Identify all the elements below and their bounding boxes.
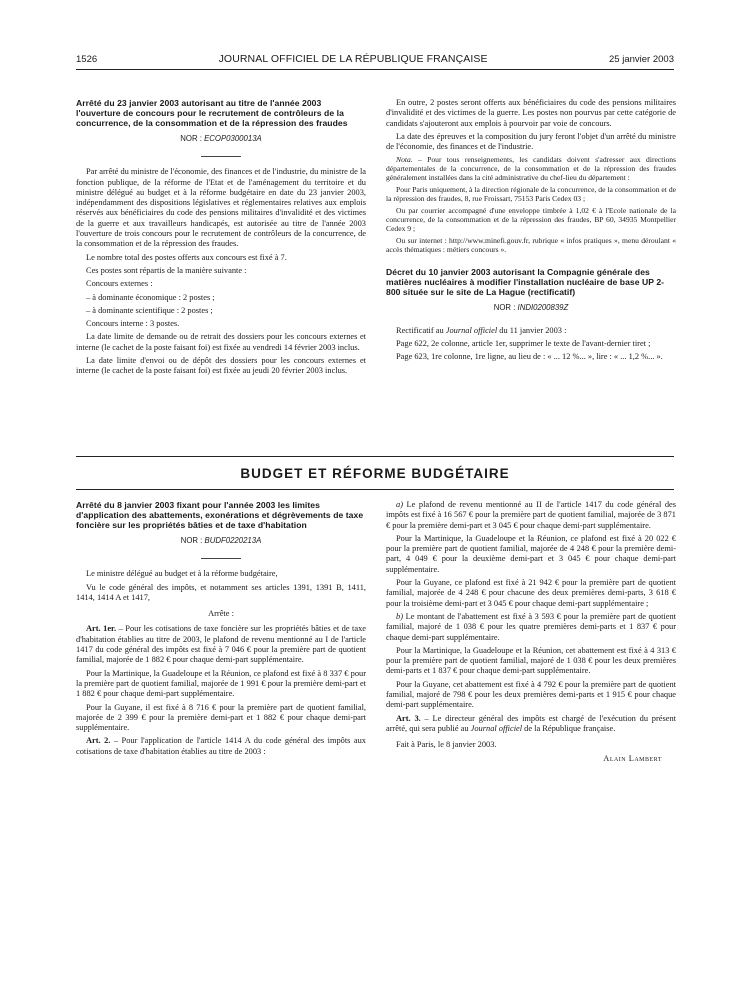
bottom-right-column <box>386 500 676 767</box>
section-rule <box>76 456 674 457</box>
bottom-left-column <box>76 500 366 760</box>
decree-title-taxe: Arrêté du 8 janvier 2003 fixant pour l'année 2003 les limites d'application des abattements, exonérations et dégrèvements de taxe foncière sur les propriétés bâties et de taxe d'habitation <box>76 500 364 530</box>
paragraph: Le ministre délégué au budget et à la réforme budgétaire, <box>86 569 278 579</box>
decree-title-nucleaire: Décret du 10 janvier 2003 autorisant la Compagnie générale des matières nucléaires à modifier l'installation nucléaire de base UP 2-800 située sur le site de La Hague (rectificatif) <box>386 267 665 298</box>
paragraph: La date limite de demande ou de retrait des dossiers pour les concours externes et interne (le cachet de la poste faisant foi) est fixée au vendredi 14 février 2003 inclus. <box>76 332 366 352</box>
page-header <box>76 50 674 68</box>
text: du 11 janvier 2003 : <box>497 325 567 335</box>
article-3 <box>386 714 676 735</box>
article-label: Art. 2. <box>86 736 111 746</box>
journal-reference: Journal officiel <box>445 325 498 335</box>
list-item: – à dominante scientifique : 2 postes ; <box>86 305 213 315</box>
small-paragraph: Ou par courrier accompagné d'une enveloppe timbrée à 1,02 € à l'Ecole nationale de la concurrence, de la consommation et de la répression des fraudes, BP 60, 34935 Montpellier Cedex 9 ; <box>386 206 676 234</box>
nor-prefix: NOR : <box>180 134 205 143</box>
nota-text: – Pour tous renseignements, les candidats doivent s'adresser aux directions départementales de la concurrence, de la consommation et de la répression des fraudes généralement installées dans la cité administrative du chef-lieu du département : <box>386 155 676 183</box>
clause-b <box>386 612 676 643</box>
article-label: Art. 1er. <box>86 624 117 634</box>
clause-label: a) <box>396 500 403 509</box>
clause-text: Le plafond de revenu mentionné au II de l'article 1417 du code général des impôts est fixé à 16 567 € pour la première part de quotient familial, majorée de 3 871 € pour la première demi-part et 3 045 € pour chaque demi-part supplémentaire. <box>386 500 676 530</box>
small-paragraph: Ou sur internet : http://www.minefi.gouv.fr, rubrique « infos pratiques », menu déroulant « accès thématiques : métiers concours ». <box>386 236 676 255</box>
header-rule <box>76 69 674 70</box>
journal-reference: Journal officiel <box>470 723 523 733</box>
paragraph: Page 622, 2e colonne, article 1er, supprimer le texte de l'avant-dernier tiret ; <box>396 339 651 349</box>
issue-date: 25 janvier 2003 <box>609 53 674 65</box>
clause-a <box>386 500 676 531</box>
nor-prefix: NOR : <box>180 536 205 545</box>
journal-title: JOURNAL OFFICIEL DE LA RÉPUBLIQUE FRANÇAISE <box>218 53 488 65</box>
paragraph: Pour la Guyane, cet abattement est fixé à 4 792 € pour la première part de quotient familial, majoré de 798 € pour les deux premières demi-parts et 1 915 € pour chaque demi-part supplémentaire. <box>386 679 676 710</box>
nor-prefix: NOR : <box>493 303 518 313</box>
rectificatif <box>386 326 676 336</box>
arrete-heading: Arrête : <box>208 609 234 619</box>
paragraph: La date des épreuves et la composition du jury feront l'objet d'un arrêté du ministre de l'économie, des finances et de l'industrie. <box>386 131 676 152</box>
paragraph: Pour la Martinique, la Guadeloupe et la Réunion, ce plafond est fixé à 8 337 € pour la première part de quotient familial, majorée de 1 991 € pour la première demi-part et 1 882 € pour chaque demi-part supplémentaire. <box>76 668 366 699</box>
list-item: – à dominante économique : 2 postes ; <box>86 292 215 302</box>
paragraph: Pour la Guyane, il est fixé à 8 716 € pour la première part de quotient familial, majorée de 2 399 € pour la première demi-part et 1 882 € pour chaque demi-part supplémentaire. <box>76 702 366 733</box>
article-text-end: de la République française. <box>522 723 616 733</box>
paragraph: Pour la Martinique, la Guadeloupe et la Réunion, cet abattement est fixé à 4 313 € pour la première part de quotient familial, majoré de 1 038 € pour les deux premières demi-parts et 1 837 € pour chaque demi-part supplémentaire. <box>386 645 676 676</box>
page-number: 1526 <box>76 53 98 65</box>
article-1 <box>76 624 366 665</box>
done-at: Fait à Paris, le 8 janvier 2003. <box>396 740 497 750</box>
top-right-column <box>386 98 676 366</box>
nor-line <box>76 536 366 546</box>
paragraph: Ces postes sont répartis de la manière suivante : <box>86 265 247 275</box>
signature: Alain Lambert <box>603 753 662 763</box>
nor-code: INDI0200839Z <box>517 303 569 313</box>
divider <box>201 558 241 559</box>
article-2 <box>76 736 366 757</box>
paragraph: Par arrêté du ministre de l'économie, des finances et de l'industrie, du ministre de la fonction publique, de la réforme de l'Etat et de l'aménagement du territoire et du ministre délégué au budget et à la réforme budgétaire en date du 23 janvier 2003, indépendamment des dispositions législatives et réglementaires relatives aux emplois réservés aux bénéficiaires du code des pensions militaires d'invalidité et des victimes de la guerre et aux travailleurs handicapés, est autorisée au titre de l'année 2003 l'ouverture de trois concours pour le recrutement de contrôleurs de la concurrence, de la consommation et de la répression des fraudes. <box>76 167 366 249</box>
paragraph: Concours interne : 3 postes. <box>86 319 180 329</box>
paragraph: Concours externes : <box>86 279 153 289</box>
small-paragraph: Pour Paris uniquement, à la direction régionale de la concurrence, de la consommation et de la répression des fraudes, 8, rue Froissart, 75153 Paris Cedex 03 ; <box>386 185 676 204</box>
nota <box>386 155 676 182</box>
divider <box>201 156 241 157</box>
paragraph: La date limite d'envoi ou de dépôt des dossiers pour les concours externes et interne (le cachet de la poste faisant foi) est fixée au jeudi 20 février 2003 inclus. <box>76 356 366 376</box>
article-label: Art. 3. <box>396 713 421 723</box>
paragraph: Page 623, 1re colonne, 1re ligne, au lieu de : « ... 12 %... », lire : « ... 1,2 %... ». <box>396 352 663 362</box>
paragraph: En outre, 2 postes seront offerts aux bénéficiaires du code des pensions militaires d'invalidité et des victimes de la guerre. Les postes non pourvus par cette catégorie de candidats s'ajouteront aux emplois à pourvoir par voie de concours. <box>386 98 676 128</box>
article-text: – Pour les cotisations de taxe foncière sur les propriétés bâties et de taxe d'habitation établies au titre de 2003, le plafond de revenu mentionné au I de l'article 1417 du code général des impôts est fixé à 7 046 € pour la première part de quotient familial, majorée de 1 882 € pour chaque demi-part supplémentaire. <box>76 624 367 665</box>
nota-label: Nota. <box>396 155 413 165</box>
paragraph: Le nombre total des postes offerts aux concours est fixé à 7. <box>86 252 287 262</box>
nor-line <box>76 134 366 144</box>
clause-label: b) <box>396 611 403 621</box>
clause-text: Le montant de l'abattement est fixé à 3 593 € pour la première part de quotient familial, majoré de 1 038 € pour les quatre premières demi-parts et 1 837 € pour chaque demi-part supplémentaire. <box>386 611 676 642</box>
nor-code: ECOP0300013A <box>204 134 262 143</box>
paragraph: Vu le code général des impôts, et notamment ses articles 1391, 1391 B, 1411, 1414, 1414 A et 1417, <box>76 582 366 602</box>
section-title: BUDGET ET RÉFORME BUDGÉTAIRE <box>240 466 510 481</box>
article-text: – Pour l'application de l'article 1414 A du code général des impôts aux cotisations de taxe d'habitation établies au titre de 2003 : <box>76 736 366 756</box>
top-left-column <box>76 98 366 380</box>
paragraph: Pour la Guyane, ce plafond est fixé à 21 942 € pour la première part de quotient familial, majorée de 4 248 € pour chacune des deux premières demi-parts, 3 618 € pour la troisième demi-part et 3 045 € pour chaque demi-part supplémentaire ; <box>386 578 676 608</box>
decree-title-concours: Arrêté du 23 janvier 2003 autorisant au titre de l'année 2003 l'ouverture de concours pour le recrutement de contrôleurs de la concurrence, de la consommation et de la répression des fraudes <box>76 98 348 128</box>
nor-line <box>386 303 676 313</box>
article-text: – Le directeur général des impôts est chargé de l'exécution du présent arrêté, qui sera publié au <box>386 713 676 733</box>
nor-code: BUDF0220213A <box>204 536 262 545</box>
paragraph: Pour la Martinique, la Guadeloupe et la Réunion, ce plafond est fixé à 20 022 € pour la première part de quotient familial, majorée de 4 248 € pour la première demi-part, 4 049 € pour la deuxième demi-part et 3 045 € pour chaque demi-part supplémentaire. <box>386 533 676 574</box>
text: Rectificatif au <box>396 325 446 335</box>
section-rule <box>76 489 674 490</box>
